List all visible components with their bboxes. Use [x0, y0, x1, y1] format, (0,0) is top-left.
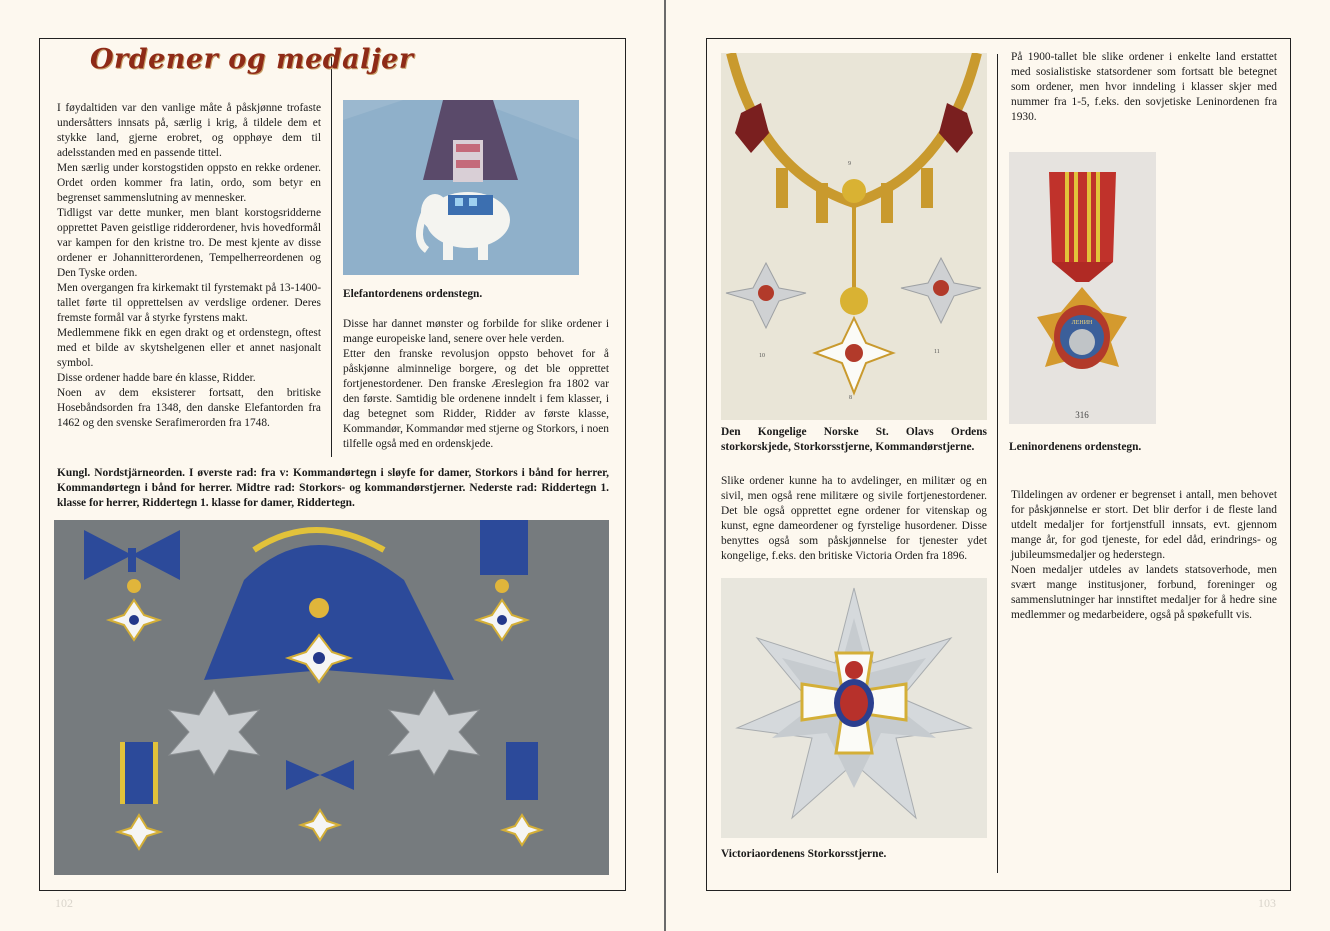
lenin-inscription: ЛЕНИН: [1071, 320, 1093, 326]
lenin-number: 316: [1075, 410, 1089, 420]
olav-plate-number: 8: [849, 395, 852, 401]
nordstjarne-orden-photo: [54, 520, 609, 875]
elephant-order-photo: [343, 100, 579, 275]
page-number-right: 103: [1258, 896, 1276, 910]
intro-text: [57, 101, 321, 431]
olav-plate-number: 9: [848, 161, 851, 167]
olav-plate-number: 10: [759, 353, 765, 359]
lenin-order-photo: [1009, 152, 1156, 424]
elephant-caption: Elefantordenens ordenstegn.: [343, 288, 483, 300]
intro-paragraph: Men særlig under korstogstiden oppsto en rekke ordener. Ordet orden kommer fra latin, ordo, som betyr en begrenset sammenslutning av mennesker.: [57, 162, 321, 204]
intro-paragraph: Disse ordener hadde bare én klasse, Ridder.: [57, 372, 256, 384]
olav-plate-number: 11: [934, 349, 940, 355]
page-number-left: 102: [55, 896, 73, 910]
left-column-divider: [331, 54, 332, 457]
right-column-divider: [997, 54, 998, 873]
st-olav-caption: Den Kongelige Norske St. Olavs Ordens storkorskjede, Storkorsstjerne, Kommandørstjerne.: [721, 426, 987, 453]
book-spine: [664, 0, 666, 931]
victoria-order-photo: [721, 578, 987, 838]
bottom-right-text: [1011, 488, 1277, 623]
column-two-paragraph: Disse har dannet mønster og forbilde for slike ordener i mange europeiske land, senere over hele verden.: [343, 318, 609, 345]
intro-paragraph: Men overgangen fra kirkemakt til fyrstemakt på 13-1400-tallet førte til opprettelsen av verdslige ordener. Deres fremste formål var å styrke fyrstens makt.: [57, 282, 321, 324]
bottom-right-paragraph: Tildelingen av ordener er begrenset i antall, men behovet for påskjønnelse er stort. Det blir derfor i de fleste land utdelt medaljer for fortjenstfull innsats, evt. gjennom mange år, for god tjeneste, for edel dåd, erindrings- og jubileumsmedaljer og hederstegn.: [1011, 489, 1277, 561]
bottom-right-paragraph: Noen medaljer utdeles av landets statsoverhode, men svært mange institusjoner, forbund, foreninger og sammenslutninger har innstiftet medaljer for å hedre sine medlemmer og medarbeidere, også på spøkefullt vis.: [1011, 564, 1277, 621]
column-two-paragraph: Etter den franske revolusjon oppsto behovet for å påskjønne alminnelige borgere, og det ble opprettet fortjenestordener. Den franske Æreslegion fra 1802 var den første. Samtidig ble ordenene inndelt i fem klasser, i dag betegnet som Ridder, Ridder av første klasse, Kommandør, Kommandør med stjerne og Storkors, i noen tilfelle også med en ordenskjede.: [343, 348, 609, 450]
page-title: Ordener og medaljer: [90, 44, 414, 75]
top-right-text: På 1900-tallet ble slike ordener i enkelte land erstattet med sosialistiske statsordener som fortsatt ble betegnet som ordener, men hvor inndeling i klasser skjer med nummer fra 1-5, f.eks. den sovjetiske Leninordenen fra 1930.: [1011, 51, 1277, 123]
intro-paragraph: Medlemmene fikk en egen drakt og et ordenstegn, oftest med et bilde av skytshelgenen eller et annet nasjonalt symbol.: [57, 327, 321, 369]
intro-paragraph: Tidligst var dette munker, men blant korstogsridderne opprettet Paven geistlige ridderordener, hvis hovedformål var kampen for den kristne tro. De mest kjente av disse ordener er Johannitterordenen, Tempelherreordenen og Den Tyske orden.: [57, 207, 321, 279]
nordstjarne-caption: Kungl. Nordstjärneorden. I øverste rad: fra v: Kommandørtegn i sløyfe for damer, Storkors i bånd for herrer, Kommandørtegn i bånd for herrer. Midtre rad: Storkors- og kommandørstjerner. Nederste rad: Riddertegn 1. klasse for herrer, Riddertegn 1. klasse for damer, Riddertegn.: [57, 467, 609, 509]
intro-paragraph: Noen av dem eksisterer fortsatt, den britiske Hosebåndsorden fra 1348, den danske Elefantorden fra 1462 og den svenske Serafimerorden fra 1748.: [57, 387, 321, 429]
victoria-caption: Victoriaordenens Storkorsstjerne.: [721, 848, 887, 860]
lenin-caption: Leninordenens ordenstegn.: [1009, 441, 1142, 453]
intro-paragraph: I føydaltiden var den vanlige måte å påskjønne trofaste undersåtters innsats på, særlig i krig, å tildele dem et stykke land, gjerne erobret, og opphøye dem til adelsstanden med en passende tittel.: [57, 102, 321, 159]
middle-text: Slike ordener kunne ha to avdelinger, en militær og en sivil, men også rene militære og sivile fortjenestordener. Det ble også opprettet egne ordener for vitenskap og kunst, egne dameordener og fyrstelige husordener. Disse benyttes også som påskjønnelse for tjenester ydet kongelige, f.eks. den britiske Victoria Orden fra 1896.: [721, 475, 987, 562]
st-olav-order-photo: [721, 53, 987, 420]
column-two-text: [343, 317, 609, 452]
